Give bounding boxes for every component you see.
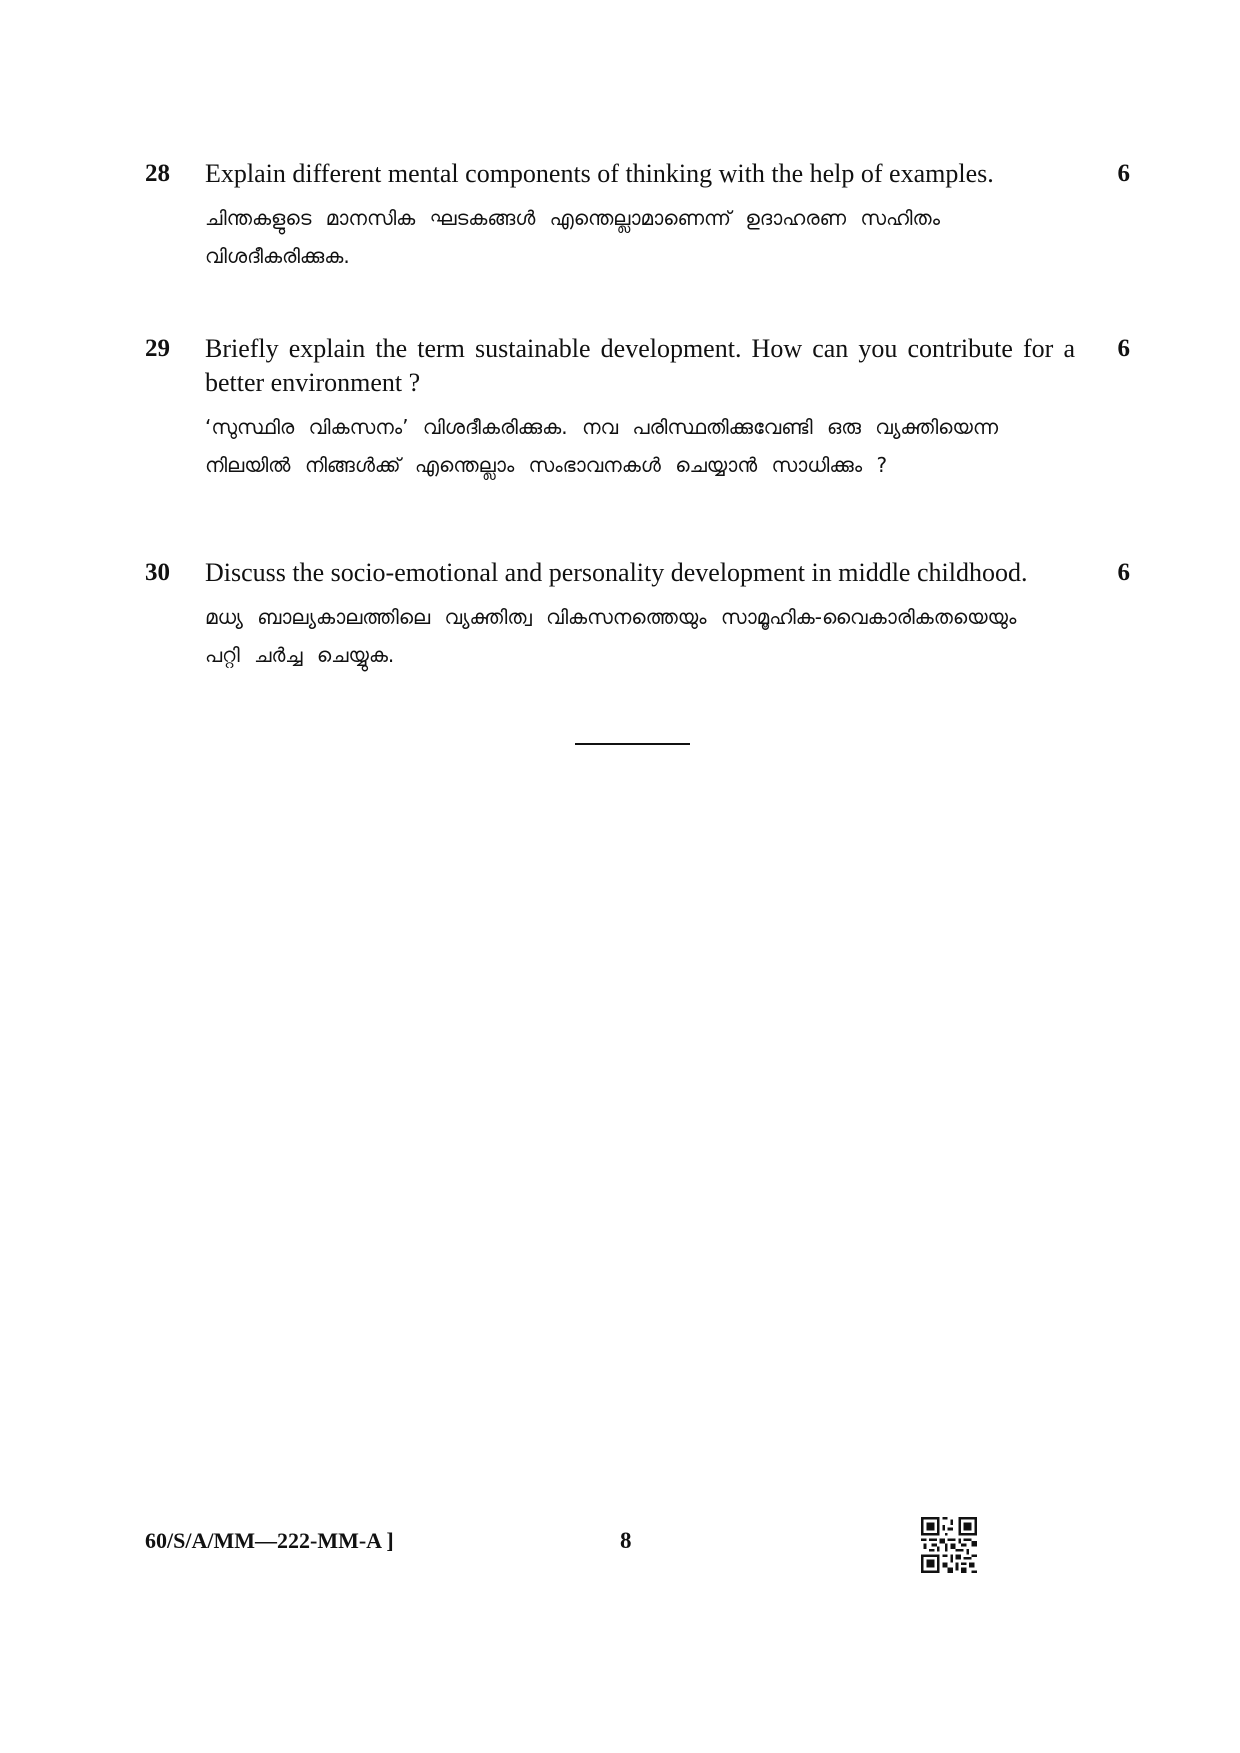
question-30 (145, 556, 1130, 674)
end-rule (575, 743, 690, 745)
question-29 (145, 332, 1130, 484)
question-number: 29 (145, 335, 170, 362)
paper-code: 60/S/A/MM—222-MM-A ] (145, 1528, 394, 1553)
question-text-malayalam: ‘സുസ്ഥിര വികസനം’ വിശദീകരിക്കുക. നവ പരിസ്ഥതിക്കുവേണ്ടി ഒരു വ്യക്തിയെന്ന നിലയിൽ നിങ്ങൾക്ക് എന്തെല്ലാം സംഭാവനകൾ ചെയ്യാൻ സാധിക്കും ? (205, 415, 999, 477)
question-text-english: Briefly explain the term sustainable development. How can you contribute for a better environment ? (205, 334, 1075, 397)
question-number: 28 (145, 160, 170, 187)
question-marks: 6 (1117, 160, 1130, 187)
question-number: 30 (145, 559, 170, 586)
question-marks: 6 (1117, 335, 1130, 362)
qr-code-icon (921, 1517, 977, 1573)
question-28 (145, 157, 1130, 275)
question-text-english: Explain different mental components of thinking with the help of examples. (205, 159, 994, 188)
question-text-english: Discuss the socio-emotional and personality development in middle childhood. (205, 558, 1028, 587)
question-text-malayalam: മധ്യ ബാല്യകാലത്തിലെ വ്യക്തിത്വ വികസനത്തെയും സാമൂഹിക-വൈകാരികതയെയും പറ്റി ചർച്ച ചെയ്യുക. (205, 605, 1017, 667)
question-text-malayalam: ചിന്തകളുടെ മാനസിക ഘടകങ്ങൾ എന്തെല്ലാമാണെന്ന് ഉദാഹരണ സഹിതം വിശദീകരിക്കുക. (205, 206, 940, 268)
question-marks: 6 (1117, 559, 1130, 586)
page-number: 8 (620, 1528, 632, 1553)
